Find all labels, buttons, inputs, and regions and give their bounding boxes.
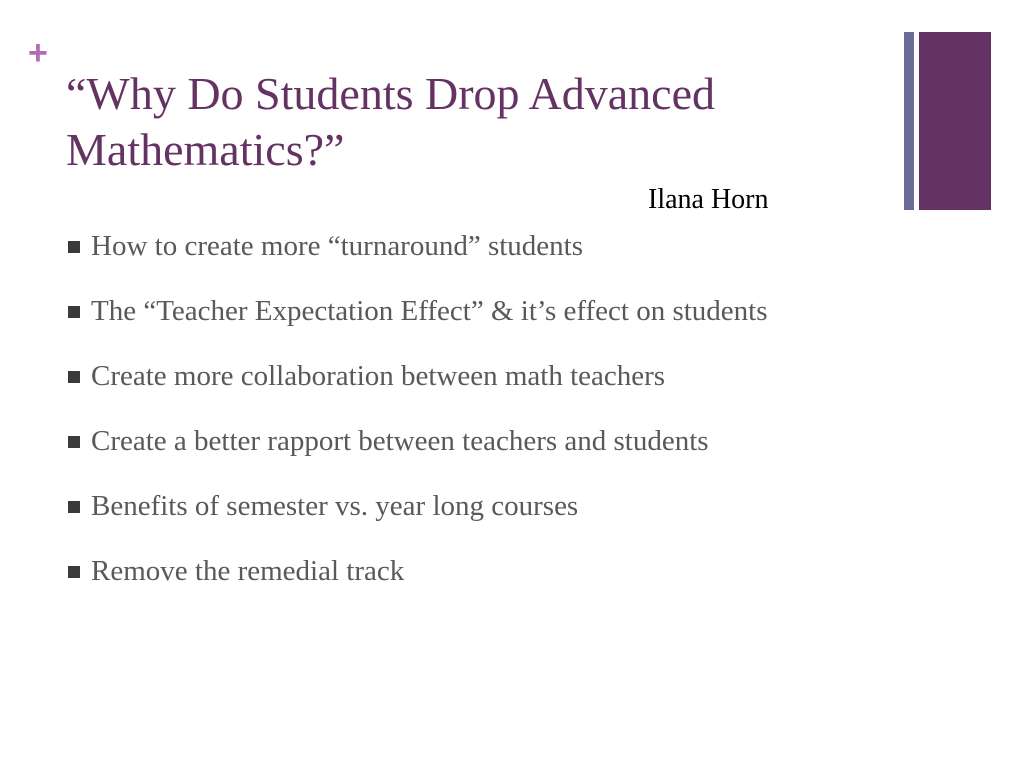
square-bullet-icon (68, 371, 80, 383)
bullet-item (66, 488, 896, 525)
bullet-text: Benefits of semester vs. year long courses (91, 490, 579, 522)
bullet-item (66, 228, 896, 265)
bullet-item (66, 553, 896, 590)
bullet-item (66, 358, 896, 395)
bullet-text: Create more collaboration between math teachers (91, 360, 666, 392)
bullet-list (66, 228, 896, 618)
bullet-item (66, 293, 896, 330)
square-bullet-icon (68, 436, 80, 448)
accent-bar-thick (919, 32, 991, 210)
square-bullet-icon (68, 241, 80, 253)
bullet-text: The “Teacher Expectation Effect” & it’s effect on students (91, 295, 768, 327)
accent-bar-thin (904, 32, 914, 210)
author-name: Ilana Horn (648, 184, 769, 215)
plus-decoration-icon: + (28, 34, 48, 72)
square-bullet-icon (68, 306, 80, 318)
slide-title: “Why Do Students Drop Advanced Mathematics?” (66, 68, 715, 175)
bullet-text: Create a better rapport between teachers and students (91, 425, 709, 457)
bullet-text: Remove the remedial track (91, 555, 405, 587)
bullet-text: How to create more “turnaround” students (91, 230, 584, 262)
square-bullet-icon (68, 566, 80, 578)
square-bullet-icon (68, 501, 80, 513)
bullet-item (66, 423, 896, 460)
